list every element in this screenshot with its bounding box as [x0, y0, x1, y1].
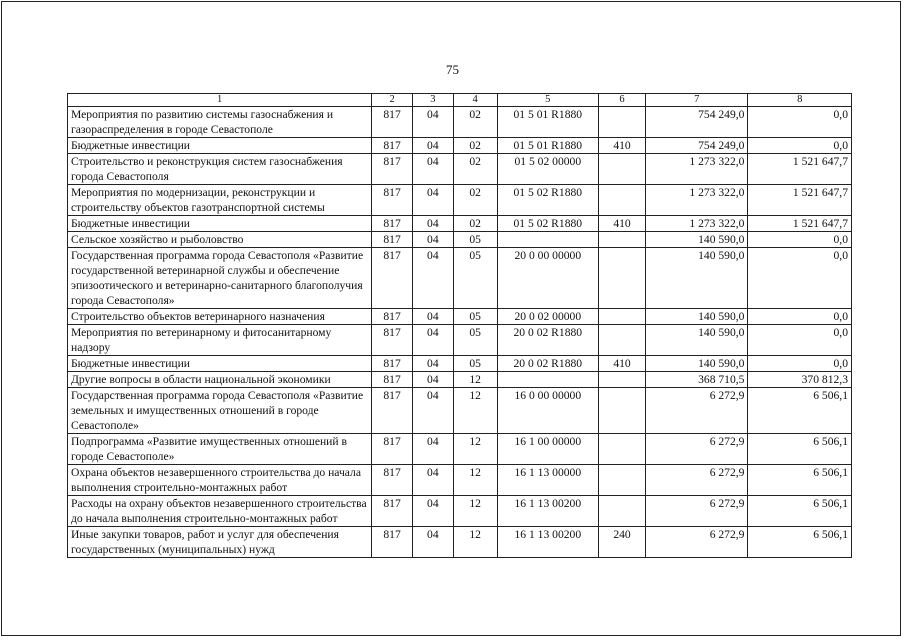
row-name-cell: Охрана объектов незавершенного строительства до начала выполнения строительно-монтажных работ	[68, 465, 372, 496]
expense-type-cell	[599, 107, 646, 138]
target-article-cell	[497, 232, 598, 248]
expense-type-cell	[599, 232, 646, 248]
amount-year1-cell: 1 273 322,0	[646, 154, 748, 185]
amount-year2-cell: 0,0	[748, 232, 852, 248]
gr-code-cell: 817	[372, 356, 413, 372]
amount-year2-cell: 6 506,1	[748, 527, 852, 558]
expense-type-cell	[599, 309, 646, 325]
target-article-cell: 01 5 02 R1880	[497, 216, 598, 232]
section-code-cell: 04	[412, 154, 453, 185]
column-header: 1	[68, 94, 372, 107]
amount-year1-cell: 754 249,0	[646, 138, 748, 154]
section-code-cell: 04	[412, 107, 453, 138]
section-code-cell: 04	[412, 216, 453, 232]
gr-code-cell: 817	[372, 388, 413, 434]
table-row	[68, 388, 852, 434]
subsection-code-cell: 02	[453, 138, 497, 154]
subsection-code-cell: 02	[453, 107, 497, 138]
column-header: 3	[412, 94, 453, 107]
subsection-code-cell: 12	[453, 388, 497, 434]
amount-year1-cell: 6 272,9	[646, 465, 748, 496]
amount-year1-cell: 1 273 322,0	[646, 185, 748, 216]
subsection-code-cell: 02	[453, 216, 497, 232]
row-name-cell: Расходы на охрану объектов незавершенного строительства до начала выполнения строительно-монтажных работ	[68, 496, 372, 527]
section-code-cell: 04	[412, 325, 453, 356]
column-header: 5	[497, 94, 598, 107]
target-article-cell: 01 5 02 R1880	[497, 185, 598, 216]
amount-year1-cell: 368 710,5	[646, 372, 748, 388]
subsection-code-cell: 12	[453, 496, 497, 527]
row-name-cell: Бюджетные инвестиции	[68, 216, 372, 232]
subsection-code-cell: 02	[453, 185, 497, 216]
row-name-cell: Мероприятия по ветеринарному и фитосанитарному надзору	[68, 325, 372, 356]
table-row	[68, 465, 852, 496]
amount-year1-cell: 6 272,9	[646, 496, 748, 527]
gr-code-cell: 817	[372, 154, 413, 185]
section-code-cell: 04	[412, 138, 453, 154]
table-row	[68, 185, 852, 216]
gr-code-cell: 817	[372, 248, 413, 309]
amount-year2-cell: 1 521 647,7	[748, 216, 852, 232]
row-name-cell: Строительство и реконструкция систем газоснабжения города Севастополя	[68, 154, 372, 185]
gr-code-cell: 817	[372, 138, 413, 154]
row-name-cell: Государственная программа города Севастополя «Развитие государственной ветеринарной службы и обеспечение эпизоотического и ветеринарно-санитарного благополучия города Севастополя»	[68, 248, 372, 309]
expense-type-cell	[599, 434, 646, 465]
gr-code-cell: 817	[372, 465, 413, 496]
table-row	[68, 372, 852, 388]
expense-type-cell: 410	[599, 356, 646, 372]
expense-type-cell	[599, 185, 646, 216]
section-code-cell: 04	[412, 185, 453, 216]
expense-type-cell: 410	[599, 138, 646, 154]
amount-year1-cell: 6 272,9	[646, 527, 748, 558]
section-code-cell: 04	[412, 248, 453, 309]
table-row	[68, 356, 852, 372]
table-row	[68, 434, 852, 465]
subsection-code-cell: 05	[453, 309, 497, 325]
table-body	[68, 107, 852, 558]
gr-code-cell: 817	[372, 232, 413, 248]
target-article-cell: 01 5 01 R1880	[497, 138, 598, 154]
row-name-cell: Мероприятия по модернизации, реконструкции и строительству объектов газотранспортной системы	[68, 185, 372, 216]
row-name-cell: Сельское хозяйство и рыболовство	[68, 232, 372, 248]
amount-year2-cell: 0,0	[748, 138, 852, 154]
amount-year1-cell: 6 272,9	[646, 388, 748, 434]
target-article-cell: 01 5 01 R1880	[497, 107, 598, 138]
section-code-cell: 04	[412, 465, 453, 496]
target-article-cell: 20 0 00 00000	[497, 248, 598, 309]
table-row	[68, 232, 852, 248]
column-header: 4	[453, 94, 497, 107]
gr-code-cell: 817	[372, 216, 413, 232]
table-row	[68, 248, 852, 309]
gr-code-cell: 817	[372, 309, 413, 325]
section-code-cell: 04	[412, 372, 453, 388]
target-article-cell: 16 1 00 00000	[497, 434, 598, 465]
expense-type-cell	[599, 325, 646, 356]
amount-year2-cell: 0,0	[748, 248, 852, 309]
gr-code-cell: 817	[372, 434, 413, 465]
table-row	[68, 496, 852, 527]
expense-type-cell	[599, 465, 646, 496]
amount-year1-cell: 6 272,9	[646, 434, 748, 465]
target-article-cell: 01 5 02 00000	[497, 154, 598, 185]
expense-type-cell	[599, 372, 646, 388]
amount-year2-cell: 0,0	[748, 107, 852, 138]
amount-year2-cell: 0,0	[748, 356, 852, 372]
table-row	[68, 154, 852, 185]
amount-year1-cell: 754 249,0	[646, 107, 748, 138]
table-row	[68, 309, 852, 325]
expense-type-cell	[599, 496, 646, 527]
amount-year2-cell: 0,0	[748, 325, 852, 356]
subsection-code-cell: 12	[453, 465, 497, 496]
gr-code-cell: 817	[372, 107, 413, 138]
amount-year2-cell: 1 521 647,7	[748, 185, 852, 216]
amount-year2-cell: 6 506,1	[748, 388, 852, 434]
table-row	[68, 107, 852, 138]
section-code-cell: 04	[412, 309, 453, 325]
section-code-cell: 04	[412, 434, 453, 465]
section-code-cell: 04	[412, 388, 453, 434]
subsection-code-cell: 12	[453, 372, 497, 388]
amount-year2-cell: 0,0	[748, 309, 852, 325]
amount-year2-cell: 370 812,3	[748, 372, 852, 388]
subsection-code-cell: 12	[453, 434, 497, 465]
subsection-code-cell: 12	[453, 527, 497, 558]
amount-year1-cell: 140 590,0	[646, 325, 748, 356]
section-code-cell: 04	[412, 496, 453, 527]
section-code-cell: 04	[412, 232, 453, 248]
subsection-code-cell: 02	[453, 154, 497, 185]
gr-code-cell: 817	[372, 496, 413, 527]
amount-year2-cell: 6 506,1	[748, 465, 852, 496]
expense-type-cell: 240	[599, 527, 646, 558]
target-article-cell: 16 1 13 00200	[497, 496, 598, 527]
amount-year2-cell: 1 521 647,7	[748, 154, 852, 185]
row-name-cell: Бюджетные инвестиции	[68, 356, 372, 372]
subsection-code-cell: 05	[453, 248, 497, 309]
amount-year1-cell: 140 590,0	[646, 232, 748, 248]
target-article-cell: 20 0 02 R1880	[497, 356, 598, 372]
amount-year2-cell: 6 506,1	[748, 434, 852, 465]
gr-code-cell: 817	[372, 185, 413, 216]
expense-type-cell	[599, 154, 646, 185]
target-article-cell: 20 0 02 00000	[497, 309, 598, 325]
row-name-cell: Строительство объектов ветеринарного назначения	[68, 309, 372, 325]
section-code-cell: 04	[412, 527, 453, 558]
gr-code-cell: 817	[372, 372, 413, 388]
amount-year2-cell: 6 506,1	[748, 496, 852, 527]
target-article-cell: 16 1 13 00200	[497, 527, 598, 558]
amount-year1-cell: 1 273 322,0	[646, 216, 748, 232]
table-row	[68, 138, 852, 154]
column-header: 7	[646, 94, 748, 107]
row-name-cell: Подпрограмма «Развитие имущественных отношений в городе Севастополе»	[68, 434, 372, 465]
table-row	[68, 325, 852, 356]
expense-type-cell	[599, 388, 646, 434]
row-name-cell: Государственная программа города Севастополя «Развитие земельных и имущественных отношений в городе Севастополе»	[68, 388, 372, 434]
expense-type-cell	[599, 248, 646, 309]
amount-year1-cell: 140 590,0	[646, 248, 748, 309]
target-article-cell	[497, 372, 598, 388]
target-article-cell: 16 1 13 00000	[497, 465, 598, 496]
gr-code-cell: 817	[372, 527, 413, 558]
subsection-code-cell: 05	[453, 232, 497, 248]
column-header: 8	[748, 94, 852, 107]
subsection-code-cell: 05	[453, 325, 497, 356]
page-number: 75	[446, 62, 459, 77]
gr-code-cell: 817	[372, 325, 413, 356]
budget-table	[67, 93, 852, 558]
amount-year1-cell: 140 590,0	[646, 356, 748, 372]
expense-type-cell: 410	[599, 216, 646, 232]
column-header: 2	[372, 94, 413, 107]
header-row	[68, 94, 852, 107]
column-header: 6	[599, 94, 646, 107]
row-name-cell: Другие вопросы в области национальной экономики	[68, 372, 372, 388]
target-article-cell: 16 0 00 00000	[497, 388, 598, 434]
table-row	[68, 216, 852, 232]
target-article-cell: 20 0 02 R1880	[497, 325, 598, 356]
section-code-cell: 04	[412, 356, 453, 372]
row-name-cell: Бюджетные инвестиции	[68, 138, 372, 154]
row-name-cell: Иные закупки товаров, работ и услуг для обеспечения государственных (муниципальных) нужд	[68, 527, 372, 558]
row-name-cell: Мероприятия по развитию системы газоснабжения и газораспределения в городе Севастополе	[68, 107, 372, 138]
subsection-code-cell: 05	[453, 356, 497, 372]
table-row	[68, 527, 852, 558]
amount-year1-cell: 140 590,0	[646, 309, 748, 325]
